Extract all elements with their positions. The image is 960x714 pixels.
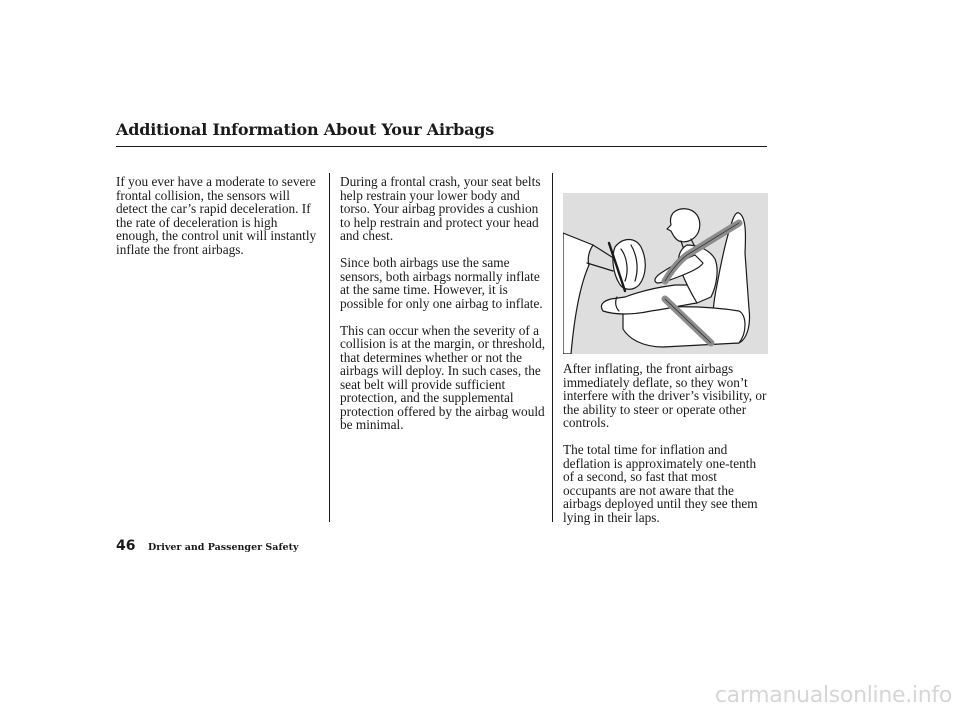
paragraph: If you ever have a moderate to severe frontal collision, the sensors will detect the car’s rapid deceleration. If the rate of deceleration is high enough, the control unit will instantly inflate the front airbags. — [116, 174, 317, 257]
head — [667, 209, 700, 242]
dashboard — [563, 233, 593, 354]
watermark: carmanualsonline.info — [714, 683, 952, 708]
column-1 — [116, 175, 321, 270]
page-title: Additional Information About Your Airbags — [116, 120, 495, 139]
airbag — [613, 240, 645, 290]
airbag-illustration — [563, 193, 768, 354]
column-2 — [340, 175, 548, 445]
title-divider — [116, 146, 767, 147]
paragraph: The total time for inflation and deflation is approximately one-tenth of a second, so fast that most occupants are not aware that the airbags deployed until they see them lying in their laps. — [563, 442, 758, 525]
column-3 — [563, 362, 768, 538]
seated-driver-airbag-illustration — [563, 193, 768, 354]
column-divider-1 — [329, 173, 330, 522]
column-divider-2 — [552, 173, 553, 522]
page-number: 46 — [116, 538, 136, 554]
paragraph: This can occur when the severity of a collision is at the margin, or threshold, that determines whether or not the airbags will deploy. In such cases, the seat belt will provide sufficient protection, and the supplemental protection offered by the airbag would be minimal. — [340, 322, 546, 432]
paragraph: During a frontal crash, your seat belts help restrain your lower body and torso. Your airbag provides a cushion to help restrain and protect your head and chest. — [340, 174, 541, 243]
paragraph: After inflating, the front airbags immediately deflate, so they won’t interfere with the driver’s visibility, or the ability to steer or operate other controls. — [563, 361, 767, 430]
paragraph: Since both airbags use the same sensors, both airbags normally inflate at the same time. However, it is possible for only one airbag to inflate. — [340, 255, 543, 311]
section-footer: Driver and Passenger Safety — [148, 542, 299, 553]
